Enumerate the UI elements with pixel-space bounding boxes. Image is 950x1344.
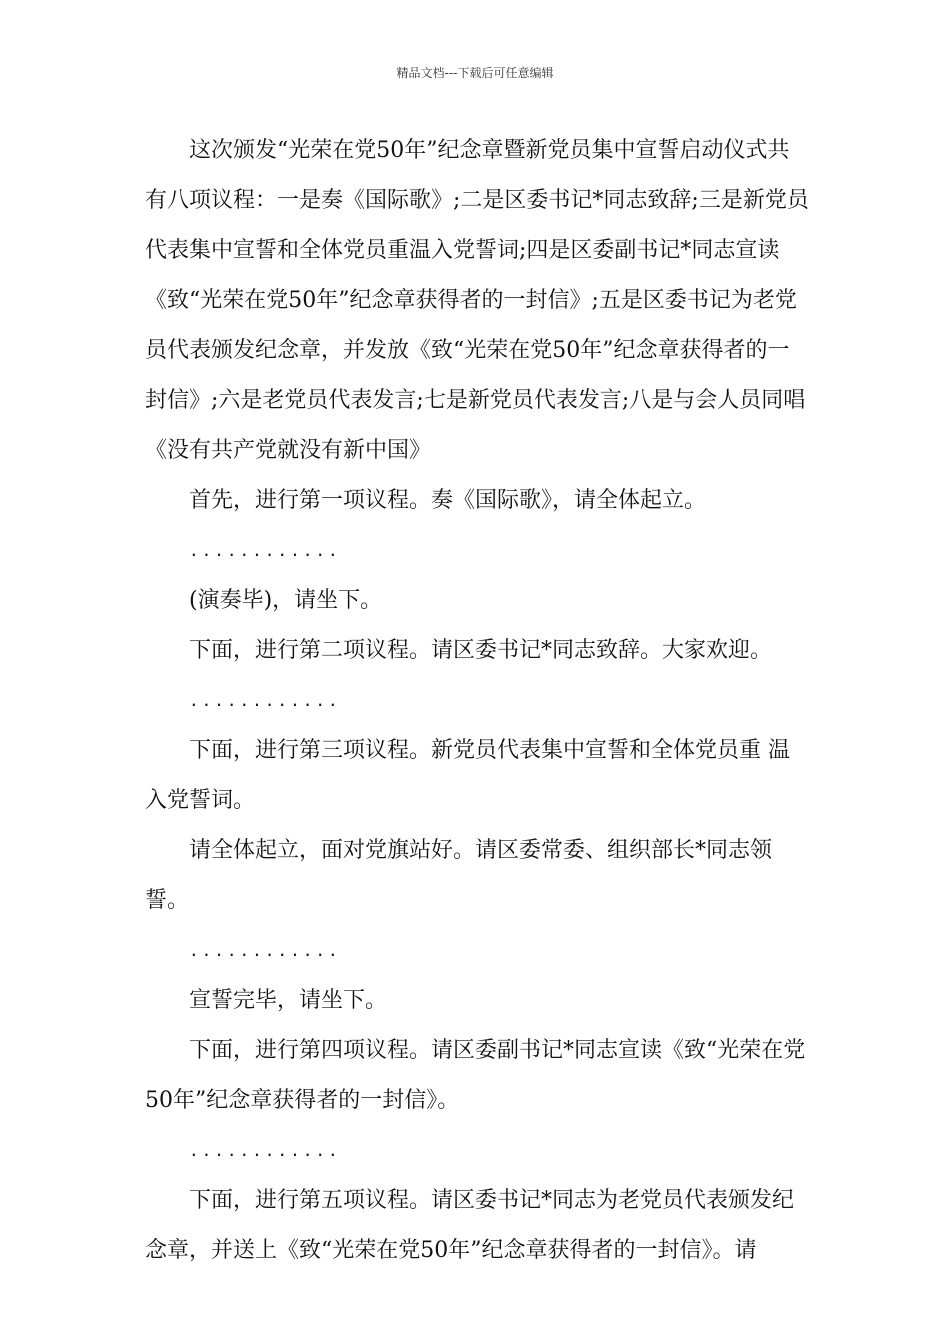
paragraph-item-four: 下面，进行第四项议程。请区委副书记*同志宣读《致“光荣在党50年”纪念章获得者的一封信》。 [145, 1038, 806, 1113]
paragraph-item-five: 下面，进行第五项议程。请区委书记*同志为老党员代表颁发纪念章，并送上《致“光荣在党50年”纪念章获得者的一封信》。请 [145, 1188, 795, 1263]
paragraph-stand-face-flag: 请全体起立，面对党旗站好。请区委常委、组织部长*同志领誓。 [145, 838, 773, 913]
paragraph-item-one: 首先，进行第一项议程。奏《国际歌》，请全体起立。 [189, 488, 707, 513]
paragraph-item-three: 下面，进行第三项议程。新党员代表集中宣誓和全体党员重 温入党誓词。 [145, 738, 790, 813]
ellipsis-divider: ............ [189, 541, 341, 560]
ellipsis-divider: ............ [189, 1141, 341, 1160]
document-body [145, 126, 810, 1276]
paragraph-item-two: 下面，进行第二项议程。请区委书记*同志致辞。大家欢迎。 [189, 638, 773, 663]
page-header: 精品文档---下载后可任意编辑 [396, 66, 554, 80]
ellipsis-divider: ............ [189, 691, 341, 710]
ellipsis-divider: ............ [189, 941, 341, 960]
paragraph-oath-complete: 宣誓完毕，请坐下。 [189, 988, 388, 1013]
paragraph-agenda-overview: 这次颁发“光荣在党50年”纪念章暨新党员集中宣誓启动仪式共有八项议程：一是奏《国际歌》;二是区委书记*同志致辞;三是新党员代表集中宣誓和全体党员重温入党誓词;四是区委副书记*同志宣读《致“光荣在党50年”纪念章获得者的一封信》;五是区委书记为老党员代表颁发纪念章，并发放《致“光荣在党50年”纪念章获得者的一封信》;六是老党员代表发言;七是新党员代表发言;八是与会人员同唱《没有共产党就没有新中国》 [145, 138, 809, 463]
paragraph-sit-down: (演奏毕)，请坐下。 [189, 588, 383, 613]
